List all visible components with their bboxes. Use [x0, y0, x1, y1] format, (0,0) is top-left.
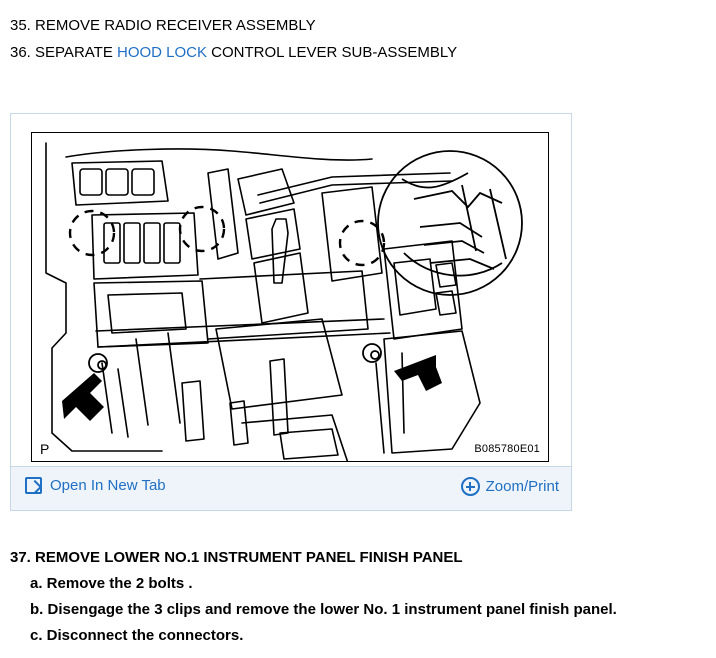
figure-image[interactable] [31, 132, 549, 462]
zoom-print-label: Zoom/Print [485, 478, 559, 495]
step-37-substep-a: a. Remove the 2 bolts . [30, 575, 193, 592]
bottom-steps-list [10, 545, 710, 649]
step-36-number: 36. [10, 44, 31, 61]
figure-corner-label: P [40, 441, 50, 457]
figure-toolbar [11, 466, 571, 510]
instrument-panel-illustration [32, 133, 548, 461]
step-35-text: REMOVE RADIO RECEIVER ASSEMBLY [35, 17, 316, 34]
step-37-substep-b: b. Disengage the 3 clips and remove the lower No. 1 instrument panel finish panel. [30, 601, 617, 618]
open-in-new-tab-icon [25, 477, 42, 494]
step-37: 37. REMOVE LOWER NO.1 INSTRUMENT PANEL FINISH PANEL [10, 549, 463, 566]
hood-lock-link[interactable]: HOOD LOCK [117, 44, 208, 61]
zoom-print-button[interactable] [461, 477, 559, 496]
step-35-number: 35. [10, 17, 31, 34]
figure-panel [10, 113, 572, 511]
open-in-new-tab-label: Open In New Tab [50, 477, 166, 494]
step-36 [10, 39, 716, 66]
step-36-text: SEPARATE [35, 44, 117, 61]
zoom-plus-icon [461, 477, 480, 496]
step-37-substep-c: c. Disconnect the connectors. [30, 627, 244, 644]
figure-code: B085780E01 [474, 443, 540, 455]
open-in-new-tab-button[interactable] [25, 477, 166, 494]
step-36-text-after: CONTROL LEVER SUB-ASSEMBLY [207, 44, 458, 61]
top-steps-list [0, 0, 716, 66]
step-35 [10, 12, 716, 39]
